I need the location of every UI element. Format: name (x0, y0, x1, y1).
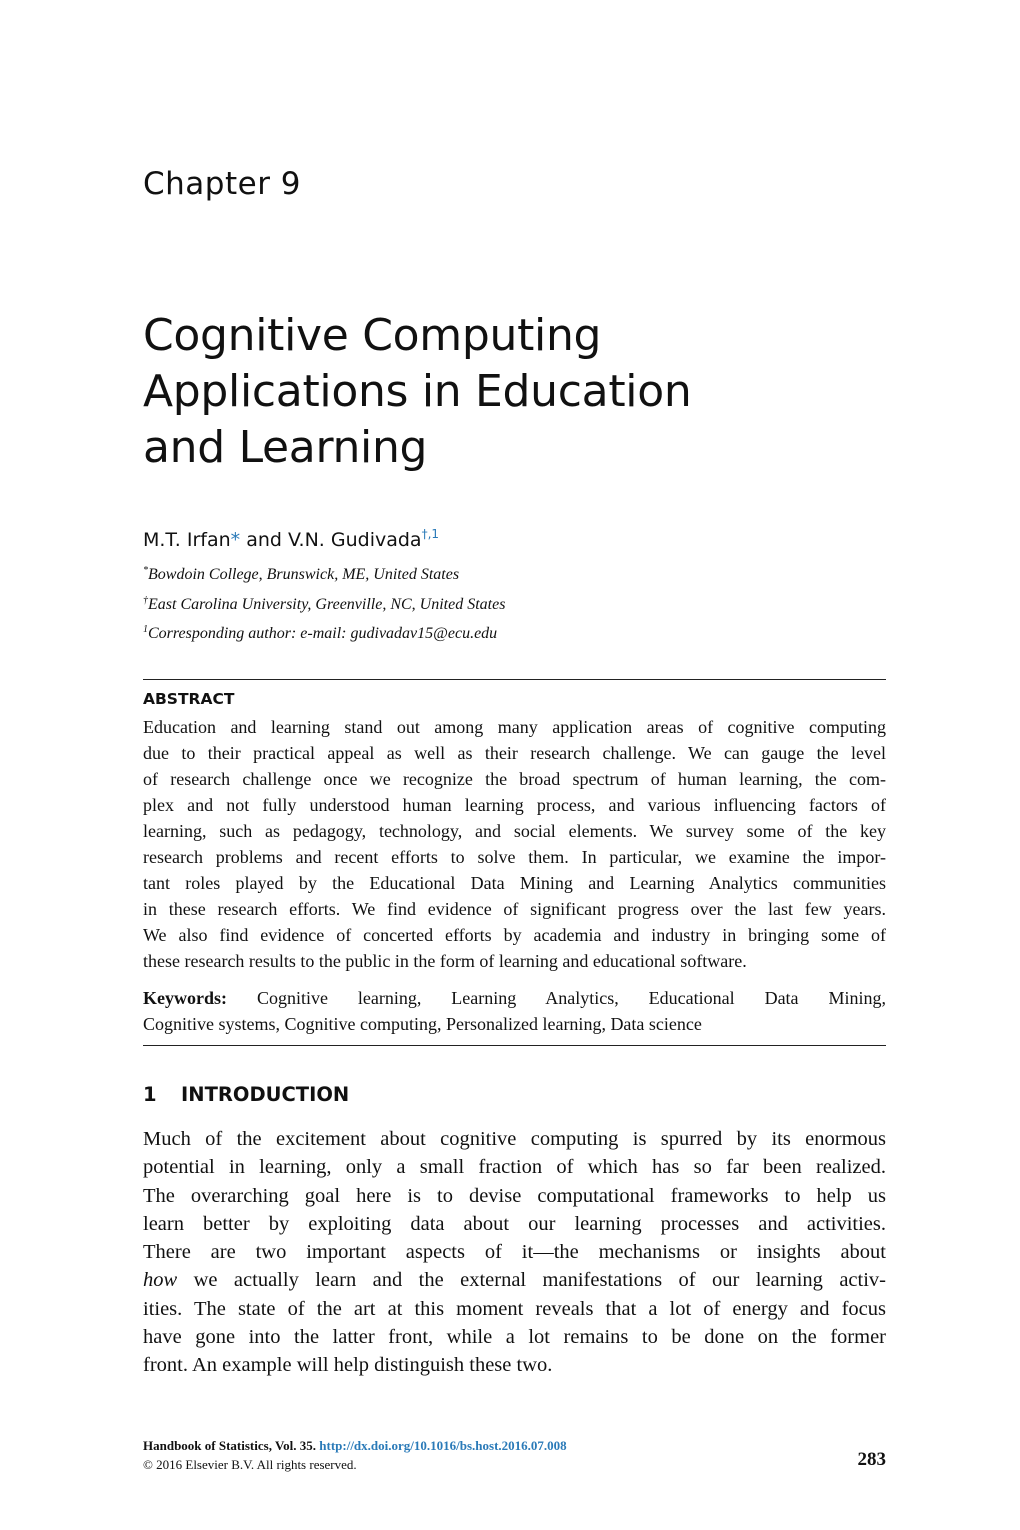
affiliation (143, 617, 505, 647)
chapter-title-line: Cognitive Computing (143, 310, 602, 361)
intro-line: front. An example will help distinguish these two. (143, 1354, 553, 1377)
doi-link[interactable]: http://dx.doi.org/10.1016/bs.host.2016.07.008 (319, 1438, 567, 1453)
intro-line: potential in learning, only a small fraction of which has so far been realized. (143, 1156, 886, 1179)
author-name: V.N. Gudivada (287, 529, 422, 551)
keywords-text: Cognitive learning, Learning Analytics, Educational Data Mining, (227, 988, 886, 1008)
author-affiliation-mark[interactable]: †,1 (421, 527, 440, 541)
footer-copyright: © 2016 Elsevier B.V. All rights reserved. (143, 1457, 357, 1472)
chapter-title (143, 308, 886, 476)
keywords-label: Keywords: (143, 988, 227, 1008)
affiliation (143, 558, 505, 588)
affiliations (143, 558, 505, 647)
chapter-label: Chapter 9 (143, 166, 302, 202)
intro-italic-word: how (143, 1269, 178, 1292)
intro-line: have gone into the latter front, while a lot remains to be done on the former (143, 1326, 886, 1349)
intro-line: learn better by exploiting data about our learning processes and activities. (143, 1212, 886, 1235)
intro-line-text: we actually learn and the external manifestations of our learning activ- (193, 1269, 886, 1292)
page-footer (143, 1436, 567, 1474)
section-title: INTRODUCTION (181, 1083, 350, 1106)
page-number: 283 (857, 1449, 886, 1470)
abstract-line: these research results to the public in the form of learning and educational software. (143, 951, 747, 971)
section-number: 1 (143, 1083, 157, 1106)
abstract-line: due to their practical appeal as well as their research challenge. We can gauge the level (143, 743, 886, 763)
affiliation-text: East Carolina University, Greenville, NC, United States (148, 595, 506, 613)
footer-journal: Handbook of Statistics, Vol. 35. (143, 1438, 317, 1453)
intro-line: The overarching goal here is to devise computational frameworks to help us (143, 1184, 886, 1207)
chapter-title-line: Applications in Education (143, 366, 692, 417)
abstract-line: in these research efforts. We find evidence of significant progress over the last few years. (143, 899, 886, 919)
abstract-top-divider (143, 679, 886, 680)
intro-paragraph (143, 1125, 886, 1380)
author-connector: and (240, 529, 288, 551)
author-list (143, 527, 439, 551)
abstract-line: learning, such as pedagogy, technology, and social elements. We survey some of the key (143, 821, 886, 841)
intro-line: ities. The state of the art at this moment reveals that a lot of energy and focus (143, 1297, 886, 1320)
affiliation-text: Corresponding author: e-mail: gudivadav15@ecu.edu (148, 625, 498, 642)
intro-line (143, 1266, 886, 1294)
abstract-line: Education and learning stand out among many application areas of cognitive computing (143, 717, 886, 737)
affiliation-mark: † (143, 594, 148, 606)
affiliation-mark: 1 (143, 624, 148, 635)
abstract-line: plex and not fully understood human learning process, and various influencing factors of (143, 795, 886, 815)
keywords (143, 985, 886, 1037)
keywords-line: Cognitive systems, Cognitive computing, Personalized learning, Data science (143, 1014, 702, 1034)
abstract-line: research problems and recent efforts to solve them. In particular, we examine the impor- (143, 847, 886, 867)
abstract-line: tant roles played by the Educational Data Mining and Learning Analytics communities (143, 873, 886, 893)
abstract-body (143, 714, 886, 974)
affiliation-mark: * (143, 565, 148, 576)
affiliation-text: Bowdoin College, Brunswick, ME, United States (148, 566, 460, 583)
chapter-title-line: and Learning (143, 422, 428, 473)
section-heading (143, 1083, 349, 1106)
affiliation (143, 588, 505, 618)
keywords-line (143, 985, 886, 1011)
author-name: M.T. Irfan (143, 529, 231, 551)
abstract-line: We also find evidence of concerted efforts by academia and industry in bringing some of (143, 925, 886, 945)
intro-line: Much of the excitement about cognitive computing is spurred by its enormous (143, 1128, 886, 1150)
abstract-heading: ABSTRACT (143, 690, 235, 708)
intro-line: There are two important aspects of it—the mechanisms or insights about (143, 1241, 886, 1264)
abstract-line: of research challenge once we recognize the broad spectrum of human learning, the com- (143, 769, 886, 789)
abstract-bottom-divider (143, 1045, 886, 1046)
footer-citation (143, 1436, 567, 1455)
author-affiliation-mark[interactable]: * (230, 529, 241, 551)
